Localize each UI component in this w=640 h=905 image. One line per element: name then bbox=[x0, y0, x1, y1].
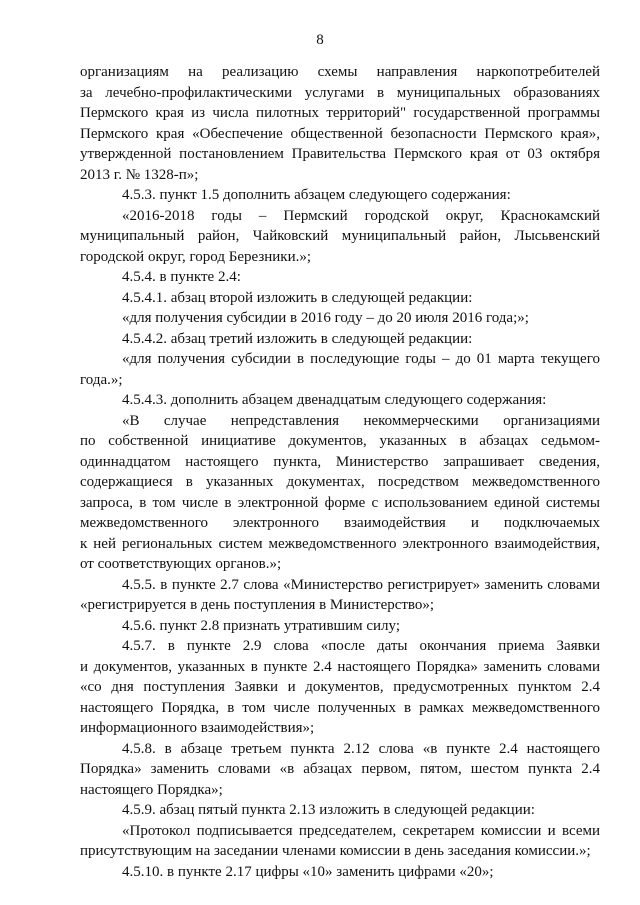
paragraph-p1 bbox=[80, 62, 600, 185]
text-line: муниципальный район, Чайковский муниципальный район, Лысьвенский bbox=[80, 228, 600, 244]
text-line: 4.5.7. в пункте 2.9 слова «после даты окончания приема Заявки bbox=[122, 638, 600, 654]
text-line: и документов, указанных в пункте 2.4 настоящего Порядка» заменить словами bbox=[80, 658, 600, 675]
text-line: запроса, в том числе в электронной форме с использованием единой системы bbox=[80, 494, 600, 511]
paragraph-p12 bbox=[80, 616, 600, 637]
paragraph-p3 bbox=[80, 206, 600, 268]
paragraph-p6 bbox=[80, 308, 600, 329]
paragraph-p2 bbox=[80, 185, 600, 206]
text-line: к ней региональных систем межведомственного электронного взаимодействия, bbox=[80, 535, 600, 552]
paragraph-p14 bbox=[80, 739, 600, 801]
paragraph-p17 bbox=[80, 862, 600, 883]
text-line: 4.5.5. в пункте 2.7 слова «Министерство регистрирует» заменить словами bbox=[122, 576, 600, 593]
text-line: межведомственного электронного взаимодействия и подключаемых bbox=[80, 515, 600, 531]
text-line: «для получения субсидии в 2016 году – до 20 июля 2016 года;»; bbox=[122, 310, 529, 326]
text-line: «Протокол подписывается председателем, секретарем комиссии и всеми bbox=[122, 822, 600, 839]
text-line: 2013 г. № 1328-п»; bbox=[80, 166, 199, 183]
text-line: одиннадцатом настоящего пункта, Министерство запрашивает сведения, bbox=[80, 453, 600, 470]
paragraph-p9 bbox=[80, 390, 600, 411]
paragraph-p5 bbox=[80, 288, 600, 309]
text-line: 4.5.4.1. абзац второй изложить в следующей редакции: bbox=[122, 289, 473, 306]
text-line: присутствующим на заседании членами комиссии в день заседания комиссии.»; bbox=[80, 843, 591, 859]
text-line: 4.5.3. пункт 1.5 дополнить абзацем следующего содержания: bbox=[122, 187, 511, 203]
text-line: 4.5.6. пункт 2.8 признать утратившим силу; bbox=[122, 617, 401, 634]
paragraph-p4 bbox=[80, 267, 600, 288]
text-line: 4.5.4.2. абзац третий изложить в следующей редакции: bbox=[122, 330, 473, 347]
text-line: городской округ, город Березники.»; bbox=[80, 248, 312, 265]
text-line: информационного взаимодействия»; bbox=[80, 720, 315, 736]
text-line: от соответствующих органов.»; bbox=[80, 556, 282, 572]
text-line: Пермского края «Обеспечение общественной безопасности Пермского края», bbox=[80, 125, 600, 142]
text-line: года.»; bbox=[80, 371, 123, 388]
text-line: за лечебно-профилактическими услугами в муниципальных образованиях bbox=[80, 84, 600, 101]
text-line: утвержденной постановлением Правительства Пермского края от 03 октября bbox=[80, 146, 600, 162]
text-line: «2016-2018 годы – Пермский городской округ, Краснокамский bbox=[122, 207, 600, 224]
text-line: 4.5.4. в пункте 2.4: bbox=[122, 269, 241, 285]
text-line: Порядка» заменить словами «в абзацах первом, пятом, шестом пункта 2.4 bbox=[80, 761, 600, 777]
paragraph-p13 bbox=[80, 636, 600, 739]
paragraph-p11 bbox=[80, 575, 600, 616]
text-line: настоящего Порядка»; bbox=[80, 781, 223, 798]
text-line: 4.5.4.3. дополнить абзацем двенадцатым следующего содержания: bbox=[122, 392, 547, 408]
text-line: настоящего Порядка, в том числе полученных в рамках межведомственного bbox=[80, 699, 600, 716]
text-line: Пермского края из числа пилотных территорий" государственной программы bbox=[80, 105, 600, 121]
text-line: 4.5.10. в пункте 2.17 цифры «10» заменить цифрами «20»; bbox=[122, 863, 494, 880]
text-line: «В случае непредставления некоммерческими организациями bbox=[122, 412, 600, 429]
text-line: 4.5.9. абзац пятый пункта 2.13 изложить в следующей редакции: bbox=[122, 802, 535, 818]
text-line: организациям на реализацию схемы направления наркопотребителей bbox=[80, 64, 600, 80]
paragraph-p16 bbox=[80, 821, 600, 862]
page-number: 8 bbox=[316, 32, 324, 48]
text-line: «со дня поступления Заявки и документов, предусмотренных пунктом 2.4 bbox=[80, 679, 600, 695]
text-line: «регистрируется в день поступления в Министерство»; bbox=[80, 597, 435, 613]
document-body bbox=[80, 62, 600, 882]
text-line: по собственной инициативе документов, указанных в абзацах седьмом- bbox=[80, 433, 600, 449]
paragraph-p7 bbox=[80, 329, 600, 350]
paragraph-p8 bbox=[80, 349, 600, 390]
text-line: «для получения субсидии в последующие годы – до 01 марта текущего bbox=[122, 351, 600, 367]
paragraph-p10 bbox=[80, 411, 600, 575]
text-line: 4.5.8. в абзаце третьем пункта 2.12 слова «в пункте 2.4 настоящего bbox=[122, 740, 600, 757]
text-line: содержащиеся в указанных документах, посредством межведомственного bbox=[80, 474, 600, 490]
paragraph-p15 bbox=[80, 800, 600, 821]
